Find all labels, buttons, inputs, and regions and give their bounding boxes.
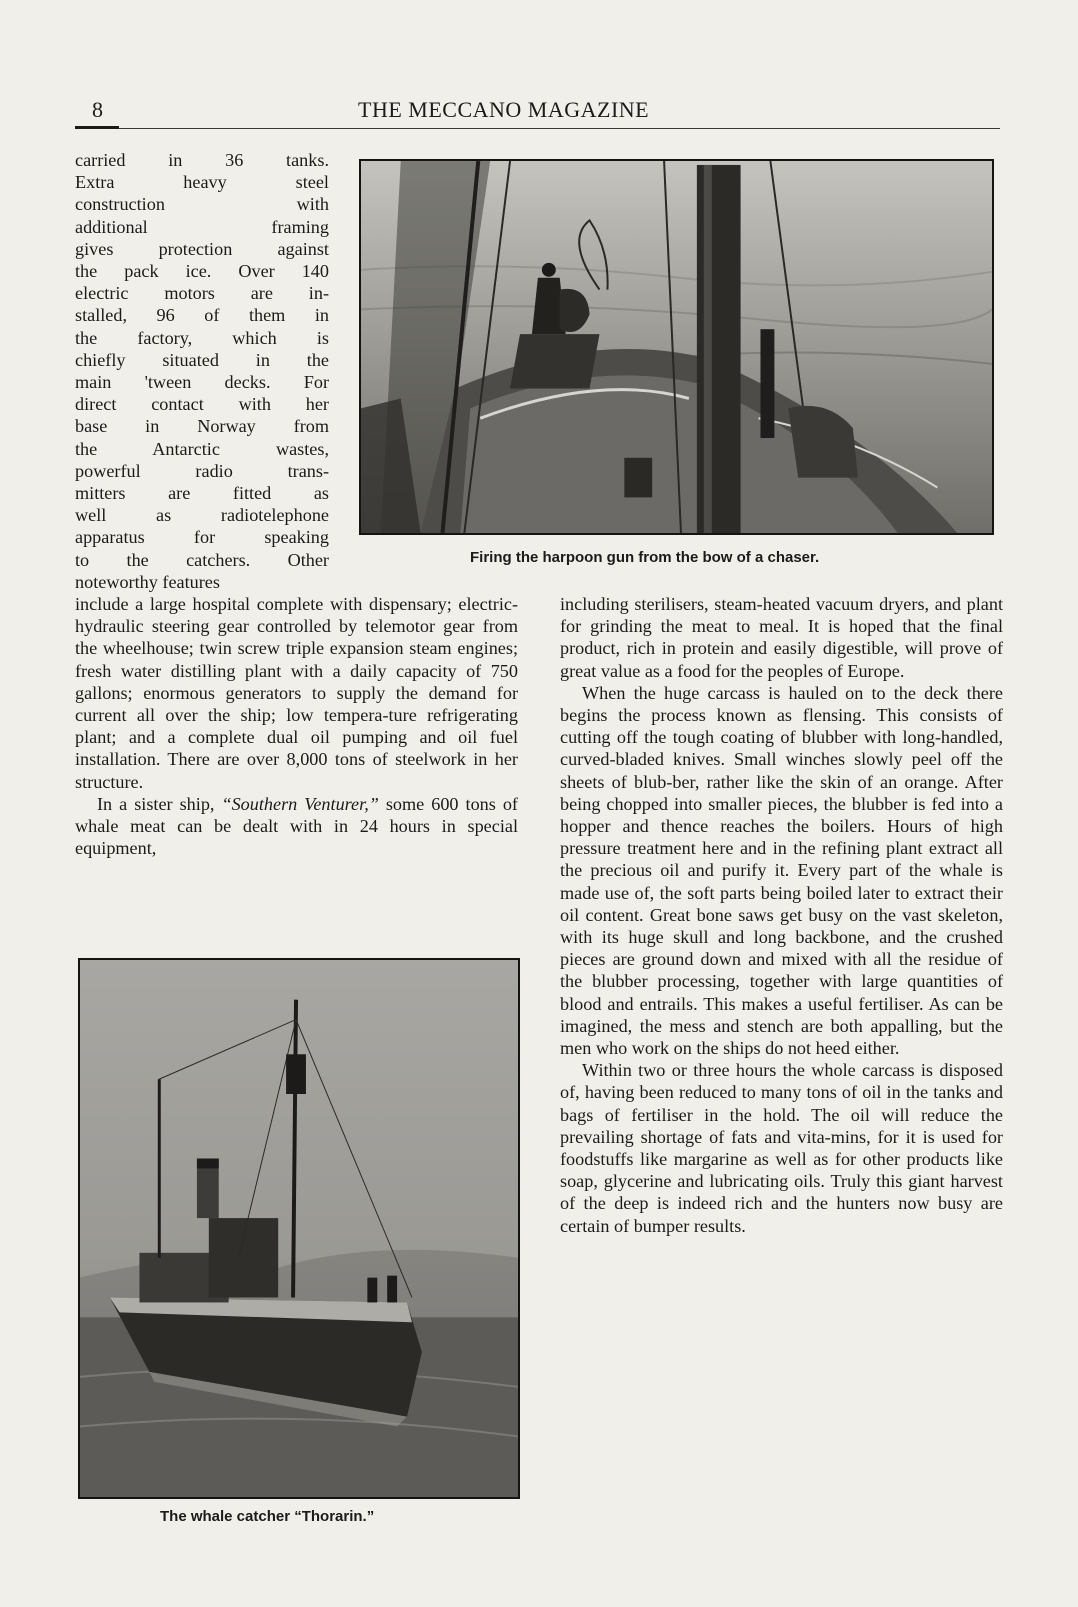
- text-line: to the catchers. Other: [75, 549, 329, 570]
- text-line: electric motors are in-: [75, 283, 329, 304]
- text-line: the pack ice. Over 140: [75, 261, 329, 282]
- text-line: the factory, which is: [75, 327, 329, 348]
- whale-catcher-illustration: [80, 960, 518, 1497]
- paragraph: including sterilisers, steam-heated vacuum dryers, and plant for grinding the meat to meal. It is hoped that the final product, rich in protein and easily digestible, will prove of great value as a food for the peoples of Europe.: [560, 594, 1003, 681]
- paragraph-text: In a sister ship,: [97, 793, 222, 814]
- text-line: construction with: [75, 194, 329, 215]
- text-line: direct contact with her: [75, 394, 329, 415]
- whale-catcher-photo: [78, 958, 520, 1499]
- paragraph: [75, 793, 518, 860]
- text-line: mitters are fitted as: [75, 483, 329, 504]
- text-line: carried in 36 tanks.: [75, 150, 329, 170]
- text-line: stalled, 96 of them in: [75, 305, 329, 326]
- text-line: Extra heavy steel: [75, 172, 329, 193]
- text-line: gives protection against: [75, 238, 329, 259]
- bottom-left-column: [75, 593, 518, 859]
- harpoon-gun-illustration: [361, 161, 992, 533]
- paragraph: When the huge carcass is hauled on to the deck there begins the process known as flensing. This consists of cutting off the tough coating of blubber with long-handled, curved-bladed knives. Small winches slowly peel off the sheets of blub-ber, rather like the skin of an orange. After being chopped into smaller pieces, the blubber is fed into a hopper and thence reaches the boilers. Hours of high pressure treatment here and in the refining plant extract all the precious oil and purify it. Every part of the whale is made use of, the soft parts being boiled later to extract their oil content. Great bone saws get busy on the vast skeleton, with its huge skull and long backbone, and the crushed pieces are ground down and mixed with all the residue of the blubber processing, together with large quantities of blood and entrails. This makes a useful fertiliser. As can be imagined, the mess and stench are both appalling, but the men who work on the ships do not heed either.: [560, 682, 1003, 1059]
- magazine-title: THE MECCANO MAGAZINE: [358, 97, 650, 122]
- text-line: additional framing: [75, 216, 329, 237]
- text-line: main 'tween decks. For: [75, 372, 329, 393]
- harpoon-gun-photo: [359, 159, 994, 535]
- paragraph: Within two or three hours the whole carcass is disposed of, having been reduced to many tons of oil in the tanks and bags of fertiliser in the hold. The oil will reduce the prevailing shortage of fats and vita-mins, for it is used for foodstuffs like margarine as well as for other products like soap, glycerine and lubricating oils. Truly this giant harvest of the deep is indeed rich and the hunters now busy are certain of bumper results.: [560, 1060, 1003, 1236]
- text-line: noteworthy features: [75, 571, 220, 592]
- text-line: well as radiotelephone: [75, 505, 329, 526]
- photo-caption-thorarin: The whale catcher “Thorarin.”: [160, 1508, 375, 1525]
- top-left-column: [75, 149, 329, 593]
- photo-caption-harpoon: Firing the harpoon gun from the bow of a chaser.: [470, 549, 820, 566]
- text-line: the Antarctic wastes,: [75, 438, 329, 459]
- right-column: [560, 593, 1003, 1237]
- page-number: 8: [92, 97, 103, 122]
- text-line: powerful radio trans-: [75, 460, 329, 481]
- text-line: base in Norway from: [75, 416, 329, 437]
- paragraph-text: some 600 tons of whale meat can be dealt with in 24 hours in special equipment,: [75, 793, 518, 859]
- text-line: chiefly situated in the: [75, 349, 329, 370]
- header-rule-accent: [75, 126, 119, 129]
- text-line: apparatus for speaking: [75, 527, 329, 548]
- ship-name: “Southern Venturer,”: [221, 793, 379, 814]
- paragraph: include a large hospital complete with dispensary; electric-hydraulic steering gear controlled by telemotor gear from the wheelhouse; twin screw triple expansion steam engines; fresh water distilling plant with a daily capacity of 750 gallons; enormous generators to supply the demand for current all over the ship; low tempera-ture refrigerating plant; and a complete dual oil pumping and oil fuel installation. There are over 8,000 tons of steelwork in her structure.: [75, 594, 518, 792]
- header-rule: [75, 128, 1000, 129]
